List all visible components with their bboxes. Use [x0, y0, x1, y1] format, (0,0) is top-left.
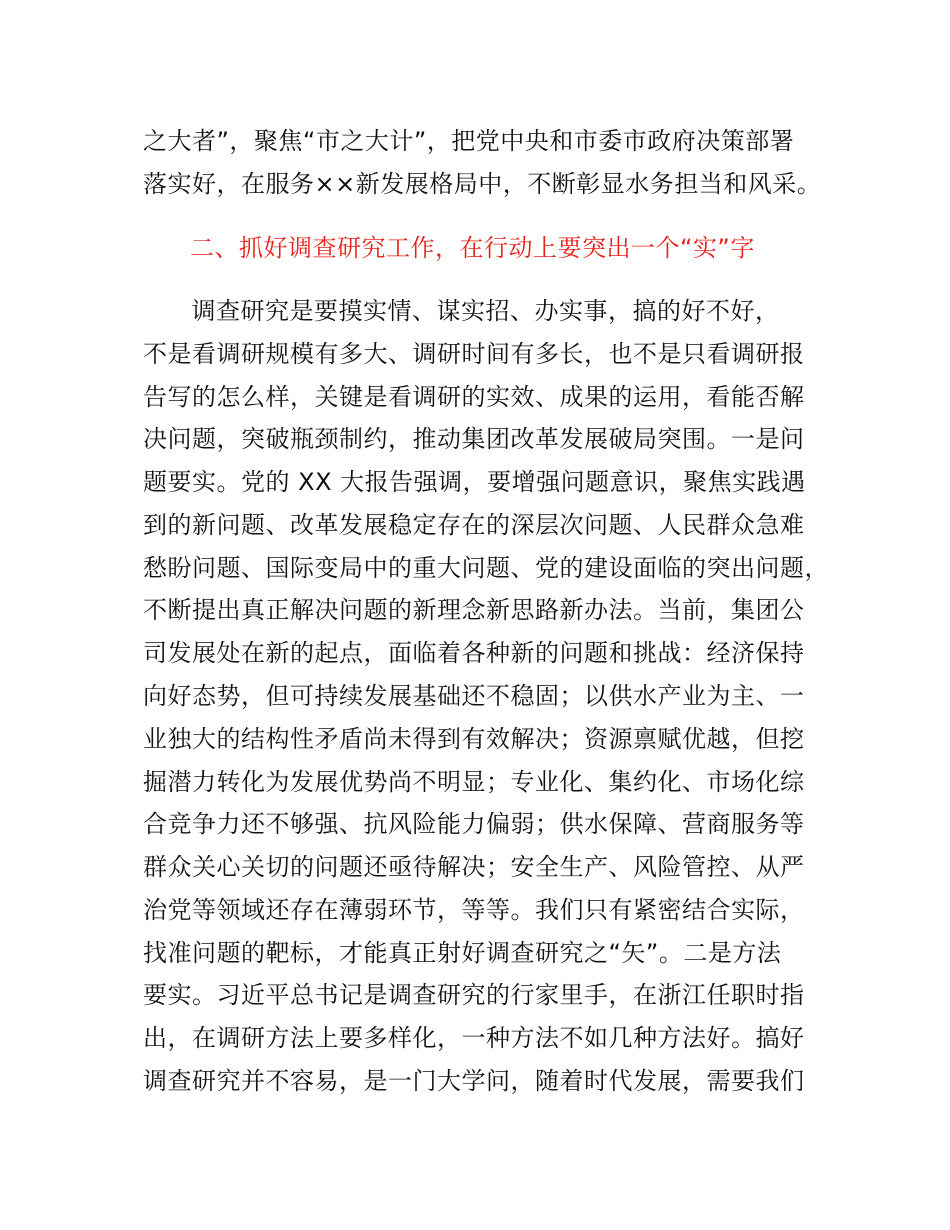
body-line: 不断提出真正解决问题的新理念新思路新办法。当前，集团公 [143, 596, 805, 624]
body-line: 题要实。党的 XX 大报告强调，要增强问题意识，聚焦实践遇 [143, 468, 806, 496]
body-line: 调查研究是要摸实情、谋实招、办实事，搞的好不好， [167, 297, 780, 325]
body-line: 治党等领域还存在薄弱环节，等等。我们只有紧密结合实际， [143, 896, 805, 924]
body-line: 掘潜力转化为发展优势尚不明显；专业化、集约化、市场化综 [143, 768, 805, 796]
body-line: 合竞争力还不够强、抗风险能力偏弱；供水保障、营商服务等 [143, 810, 805, 838]
body-line: 告写的怎么样，关键是看调研的实效、成果的运用，看能否解 [143, 383, 805, 411]
intro-line: 落实好，在服务××新发展格局中，不断彰显水务担当和风采。 [143, 170, 822, 198]
intro-line: 之大者”，聚焦“市之大计”，把党中央和市委市政府决策部署 [143, 127, 795, 155]
section-heading: 二、抓好调查研究工作，在行动上要突出一个“实”字 [190, 234, 755, 262]
body-line: 不是看调研规模有多大、调研时间有多长，也不是只看调研报 [143, 340, 805, 368]
body-line: 向好态势，但可持续发展基础还不稳固；以供水产业为主、一 [143, 682, 805, 710]
body-line: 到的新问题、改革发展稳定存在的深层次问题、人民群众急难 [143, 511, 805, 539]
body-line: 愁盼问题、国际变局中的重大问题、党的建设面临的突出问题， [143, 554, 829, 582]
body-line: 出，在调研方法上要多样化，一种方法不如几种方法好。搞好 [143, 1024, 805, 1052]
body-line: 决问题，突破瓶颈制约，推动集团改革发展破局突围。一是问 [143, 425, 805, 453]
body-line: 群众关心关切的问题还亟待解决；安全生产、风险管控、从严 [143, 853, 805, 881]
body-line: 调查研究并不容易，是一门大学问，随着时代发展，需要我们 [143, 1067, 805, 1095]
body-line: 业独大的结构性矛盾尚未得到有效解决；资源禀赋优越，但挖 [143, 725, 805, 753]
body-line: 司发展处在新的起点，面临着各种新的问题和挑战：经济保持 [143, 639, 805, 667]
body-line: 要实。习近平总书记是调查研究的行家里手，在浙江任职时指 [143, 981, 805, 1009]
body-line: 找准问题的靶标，才能真正射好调查研究之“矢”。二是方法 [143, 939, 782, 967]
